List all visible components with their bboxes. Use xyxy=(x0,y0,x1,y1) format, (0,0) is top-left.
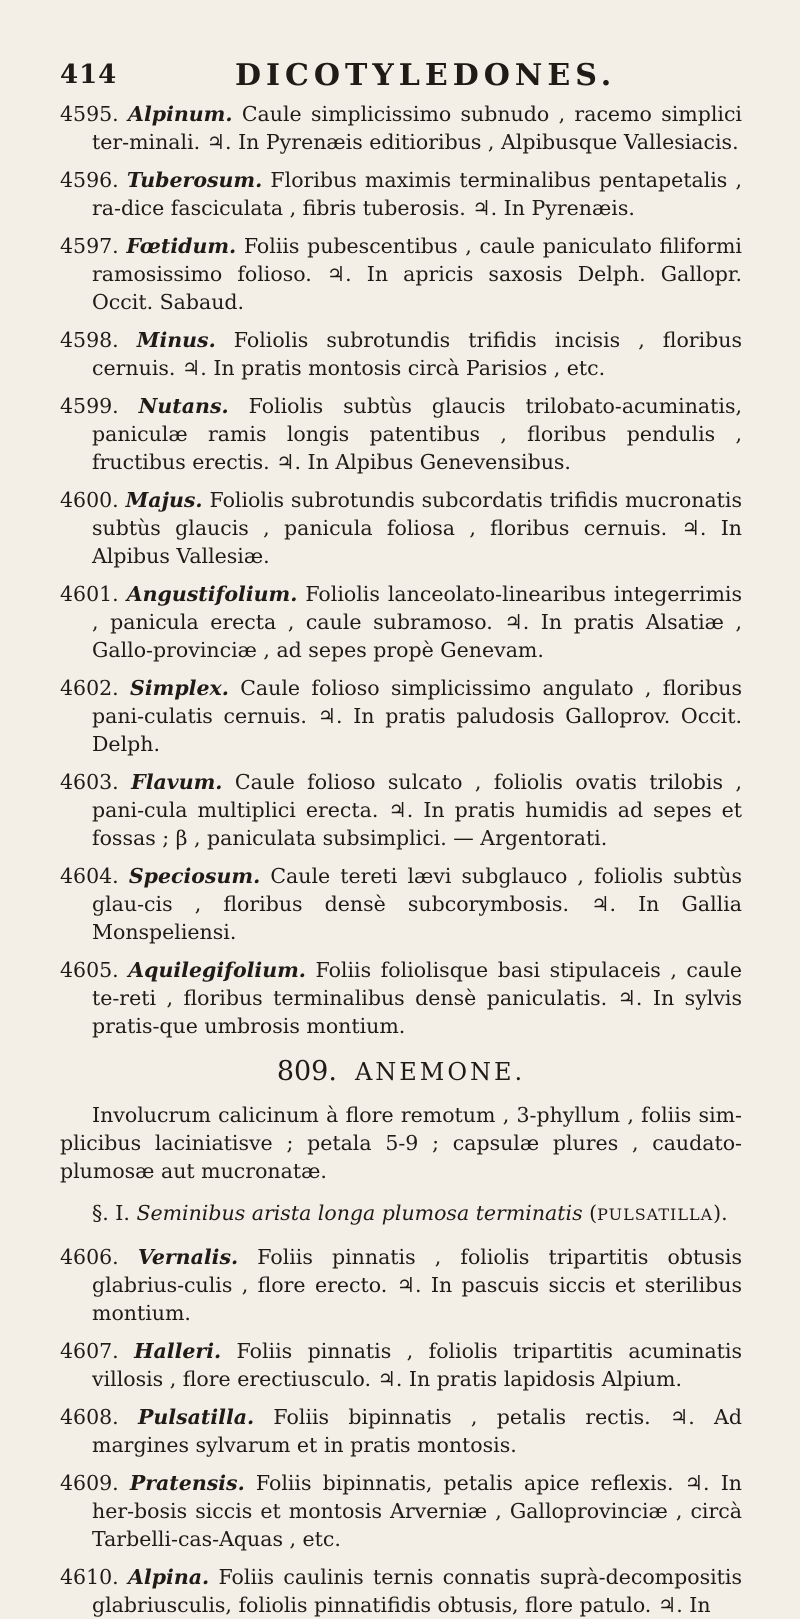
section-group-open: ( xyxy=(582,1201,598,1225)
genus-heading xyxy=(60,1056,742,1087)
species-entry xyxy=(60,392,742,476)
species-name: Vernalis. xyxy=(137,1245,239,1269)
species-description: Foliis foliolisque basi stipulaceis , caule te-reti , floribus terminalibus densè paniculatis. ♃. In sylvis pratis-que umbrosis montium. xyxy=(92,958,742,1038)
species-entry xyxy=(60,486,742,570)
species-name: Fœtidum. xyxy=(126,234,237,258)
species-number: 4596. xyxy=(60,168,119,192)
species-number: 4601. xyxy=(60,582,119,606)
species-name: Pratensis. xyxy=(129,1471,245,1495)
species-name: Halleri. xyxy=(134,1339,222,1363)
species-description: Foliolis subtùs glaucis trilobato-acuminatis, paniculæ ramis longis patentibus , floribus pendulis , fructibus erectis. ♃. In Alpibus Genevensibus. xyxy=(92,394,742,474)
species-name: Tuberosum. xyxy=(126,168,263,192)
species-description: Foliis pinnatis , foliolis tripartitis obtusis glabrius-culis , flore erecto. ♃. In pascuis siccis et sterilibus montium. xyxy=(92,1245,742,1325)
species-number: 4603. xyxy=(60,770,119,794)
species-number: 4609. xyxy=(60,1471,119,1495)
species-description: Foliis bipinnatis , petalis rectis. ♃. Ad margines sylvarum et in pratis montosis. xyxy=(92,1405,742,1457)
species-name: Simplex. xyxy=(130,676,229,700)
species-list-top xyxy=(60,100,742,1040)
section-label: §. I. xyxy=(92,1201,130,1225)
species-entry xyxy=(60,166,742,222)
species-number: 4604. xyxy=(60,864,119,888)
species-number: 4600. xyxy=(60,488,119,512)
species-number: 4597. xyxy=(60,234,119,258)
species-entry xyxy=(60,1563,742,1619)
species-number: 4598. xyxy=(60,328,119,352)
species-description: Caule folioso simplicissimo angulato , floribus pani-culatis cernuis. ♃. In pratis paludosis Galloprov. Occit. Delph. xyxy=(92,676,742,756)
species-entry xyxy=(60,674,742,758)
species-number: 4606. xyxy=(60,1245,119,1269)
species-number: 4602. xyxy=(60,676,119,700)
species-number: 4608. xyxy=(60,1405,119,1429)
species-entry xyxy=(60,1243,742,1327)
species-entry xyxy=(60,1337,742,1393)
running-title: DICOTYLEDONES. xyxy=(235,58,617,93)
species-entry xyxy=(60,956,742,1040)
species-number: 4605. xyxy=(60,958,119,982)
species-description: Caule simplicissimo subnudo , racemo simplici ter-minali. ♃. In Pyrenæis editioribus , Alpibusque Vallesiacis. xyxy=(92,102,742,154)
species-entry xyxy=(60,862,742,946)
species-number: 4607. xyxy=(60,1339,119,1363)
species-description: Foliis pubescentibus , caule paniculato filiformi ramosissimo folioso. ♃. In apricis saxosis Delph. Gallopr. Occit. Sabaud. xyxy=(92,234,742,314)
species-name: Angustifolium. xyxy=(126,582,298,606)
species-entry xyxy=(60,326,742,382)
species-entry xyxy=(60,768,742,852)
species-name: Minus. xyxy=(136,328,216,352)
species-entry xyxy=(60,580,742,664)
species-number: 4599. xyxy=(60,394,119,418)
species-description: Caule folioso sulcato , foliolis ovatis trilobis , pani-cula multiplici erecta. ♃. In pratis humidis ad sepes et fossas ; β , paniculata subsimplici. — Argentorati. xyxy=(92,770,742,850)
species-entry xyxy=(60,100,742,156)
species-description: Caule tereti lævi subglauco , foliolis subtùs glau-cis , floribus densè subcorymbosis. ♃. In Gallia Monspeliensi. xyxy=(92,864,742,944)
genus-description: Involucrum calicinum à flore remotum , 3-phyllum , foliis sim-plicibus laciniatisve ; petala 5-9 ; capsulæ plures , caudato-plumosæ aut mucronatæ. xyxy=(60,1103,742,1183)
species-number: 4610. xyxy=(60,1565,119,1589)
section-group: PULSATILLA xyxy=(597,1205,714,1224)
species-name: Speciosum. xyxy=(128,864,261,888)
species-name: Alpina. xyxy=(128,1565,210,1589)
species-description: Foliolis subrotundis trifidis incisis , floribus cernuis. ♃. In pratis montosis circà Parisios , etc. xyxy=(92,328,742,380)
species-number: 4595. xyxy=(60,102,119,126)
section-group-close: ). xyxy=(713,1201,728,1225)
section-title: Seminibus arista longa plumosa terminatis xyxy=(136,1201,583,1225)
genus-name: ANEMONE. xyxy=(354,1058,526,1086)
species-description: Foliolis subrotundis subcordatis trifidis mucronatis subtùs glaucis , panicula foliosa , floribus cernuis. ♃. In Alpibus Vallesiæ. xyxy=(92,488,742,568)
species-description: Foliis bipinnatis, petalis apice reflexis. ♃. In her-bosis siccis et montosis Arverniæ , Galloprovinciæ , circà Tarbelli-cas-Aquas , etc. xyxy=(92,1471,742,1551)
species-name: Pulsatilla. xyxy=(137,1405,255,1429)
species-entry xyxy=(60,1403,742,1459)
species-description: Foliolis lanceolato-linearibus integerrimis , panicula erecta , caule subramoso. ♃. In pratis Alsatiæ , Gallo-provinciæ , ad sepes propè Genevam. xyxy=(92,582,742,662)
species-name: Flavum. xyxy=(131,770,223,794)
species-name: Aquilegifolium. xyxy=(128,958,306,982)
species-entry xyxy=(60,232,742,316)
species-entry xyxy=(60,1469,742,1553)
page-number: 414 xyxy=(60,60,118,90)
species-description: Foliis caulinis ternis connatis suprà-decompositis glabriusculis, foliolis pinnatifidis obtusis, flore patulo. ♃. In xyxy=(92,1565,742,1617)
species-description: Foliis pinnatis , foliolis tripartitis acuminatis villosis , flore erectiusculo. ♃. In pratis lapidosis Alpium. xyxy=(92,1339,742,1391)
species-name: Alpinum. xyxy=(128,102,233,126)
genus-number: 809. xyxy=(276,1056,337,1087)
species-name: Nutans. xyxy=(138,394,229,418)
page-header xyxy=(60,60,742,100)
species-description: Floribus maximis terminalibus pentapetalis , ra-dice fasciculata , fibris tuberosis. ♃. In Pyrenæis. xyxy=(92,168,742,220)
species-name: Majus. xyxy=(125,488,203,512)
section-heading xyxy=(60,1199,742,1229)
species-list-bottom xyxy=(60,1243,742,1619)
